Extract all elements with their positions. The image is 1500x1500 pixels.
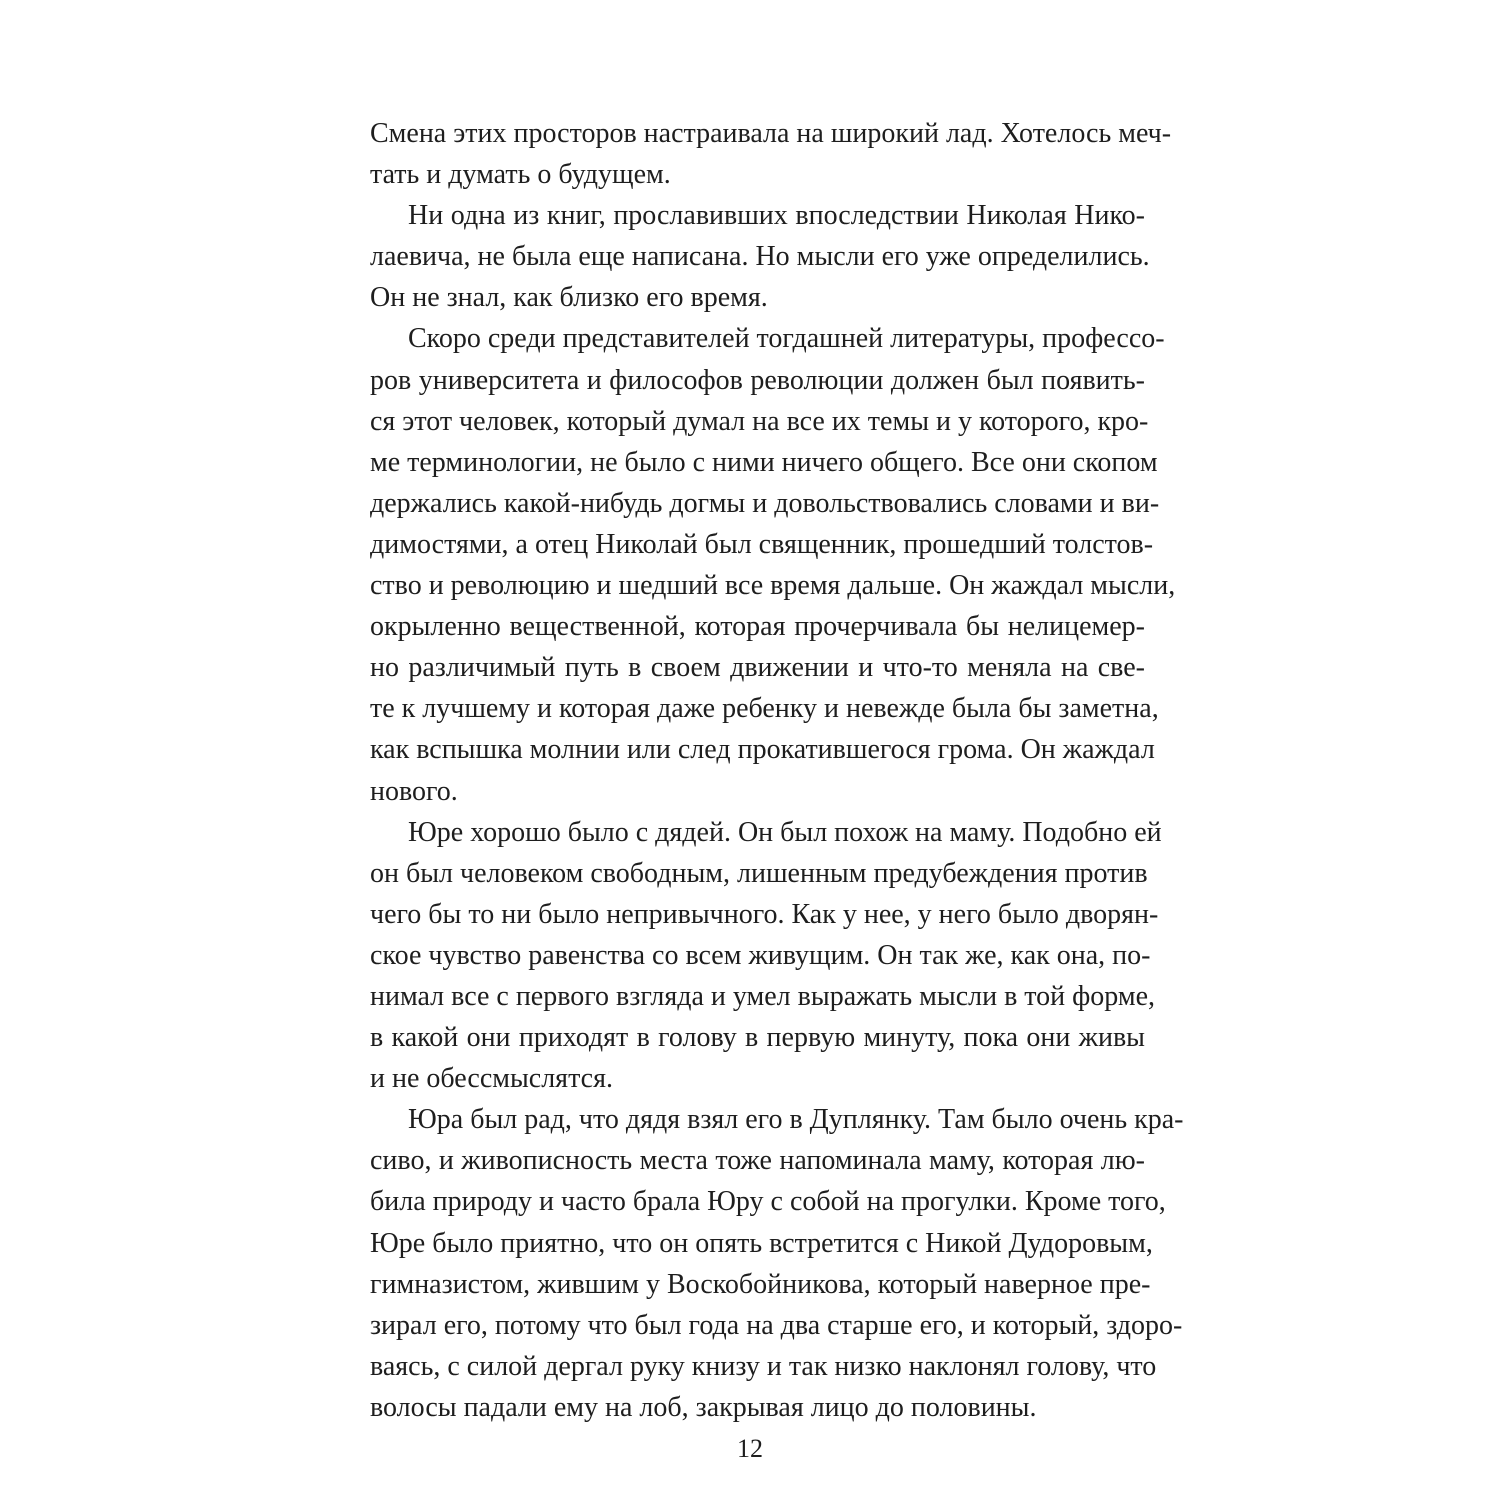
text-line: димостями, а отец Николай был священник, прошедший толстов- xyxy=(370,528,1154,560)
text-line: ваясь, с силой дергал руку книзу и так низко наклонял голову, что xyxy=(370,1350,1157,1382)
text-line: ме терминологии, не было с ними ничего общего. Все они скопом xyxy=(370,446,1158,478)
paragraph xyxy=(370,113,1172,195)
page-number: 12 xyxy=(737,1434,763,1463)
text-line: била природу и часто брала Юру с собой на прогулки. Кроме того, xyxy=(370,1186,1166,1218)
text-line: Юра был рад, что дядя взял его в Дуплянку. Там было очень кра- xyxy=(408,1104,1184,1136)
text-line: чего бы то ни было непривычного. Как у нее, у него было дворян- xyxy=(370,898,1159,930)
text-line: окрыленно вещественной, которая прочерчивала бы нелицемер- xyxy=(370,611,1145,643)
text-line: нимал все с первого взгляда и умел выражать мысли в той форме, xyxy=(370,980,1156,1012)
text-line: он был человеком свободным, лишенным предубеждения против xyxy=(370,857,1148,889)
text-line: как вспышка молнии или след прокатившегося грома. Он жаждал xyxy=(370,734,1155,766)
text-line: ся этот человек, который думал на все их темы и у которого, кро- xyxy=(370,405,1149,437)
text-line: зирал его, потому что был года на два старше его, и который, здоро- xyxy=(370,1309,1183,1341)
text-line: Скоро среди представителей тогдашней литературы, профессо- xyxy=(408,323,1165,355)
text-line: и не обессмыслятся. xyxy=(370,1063,613,1095)
text-line: Юре хорошо было с дядей. Он был похож на маму. Подобно ей xyxy=(408,816,1162,848)
paragraph xyxy=(370,812,1162,1100)
text-line: лаевича, не была еще написана. Но мысли его уже определились. xyxy=(370,241,1150,273)
text-line: Он не знал, как близко его время. xyxy=(370,282,768,314)
paragraph xyxy=(370,1099,1184,1428)
text-line: ство и революцию и шедший все время дальше. Он жаждал мысли, xyxy=(370,570,1176,602)
text-line: в какой они приходят в голову в первую минуту, пока они живы xyxy=(370,1022,1145,1054)
text-line: но различимый путь в своем движении и что-то меняла на све- xyxy=(370,652,1145,684)
text-line: Ни одна из книг, прославивших впоследствии Николая Нико- xyxy=(408,200,1145,232)
paragraph xyxy=(370,195,1150,318)
text-line: волосы падали ему на лоб, закрывая лицо до половины. xyxy=(370,1391,1037,1423)
text-line: гимназистом, жившим у Воскобойникова, который наверное пре- xyxy=(370,1268,1151,1300)
text-line: сиво, и живописность места тоже напоминала маму, которая лю- xyxy=(370,1145,1145,1177)
page-text-block xyxy=(370,113,1184,1428)
text-line: ское чувство равенства со всем живущим. Он так же, как она, по- xyxy=(370,939,1151,971)
text-line: нового. xyxy=(370,775,458,807)
text-line: ров университета и философов революции должен был появить- xyxy=(370,364,1145,396)
paragraph xyxy=(370,318,1176,811)
text-line: Юре было приятно, что он опять встретится с Никой Дудоровым, xyxy=(370,1227,1153,1259)
text-line: держались какой-нибудь догмы и довольствовались словами и ви- xyxy=(370,487,1160,519)
text-line: Смена этих просторов настраивала на широкий лад. Хотелось меч- xyxy=(370,118,1172,149)
text-line: те к лучшему и которая даже ребенку и невежде была бы заметна, xyxy=(370,693,1159,725)
text-line: тать и думать о будущем. xyxy=(370,159,671,191)
